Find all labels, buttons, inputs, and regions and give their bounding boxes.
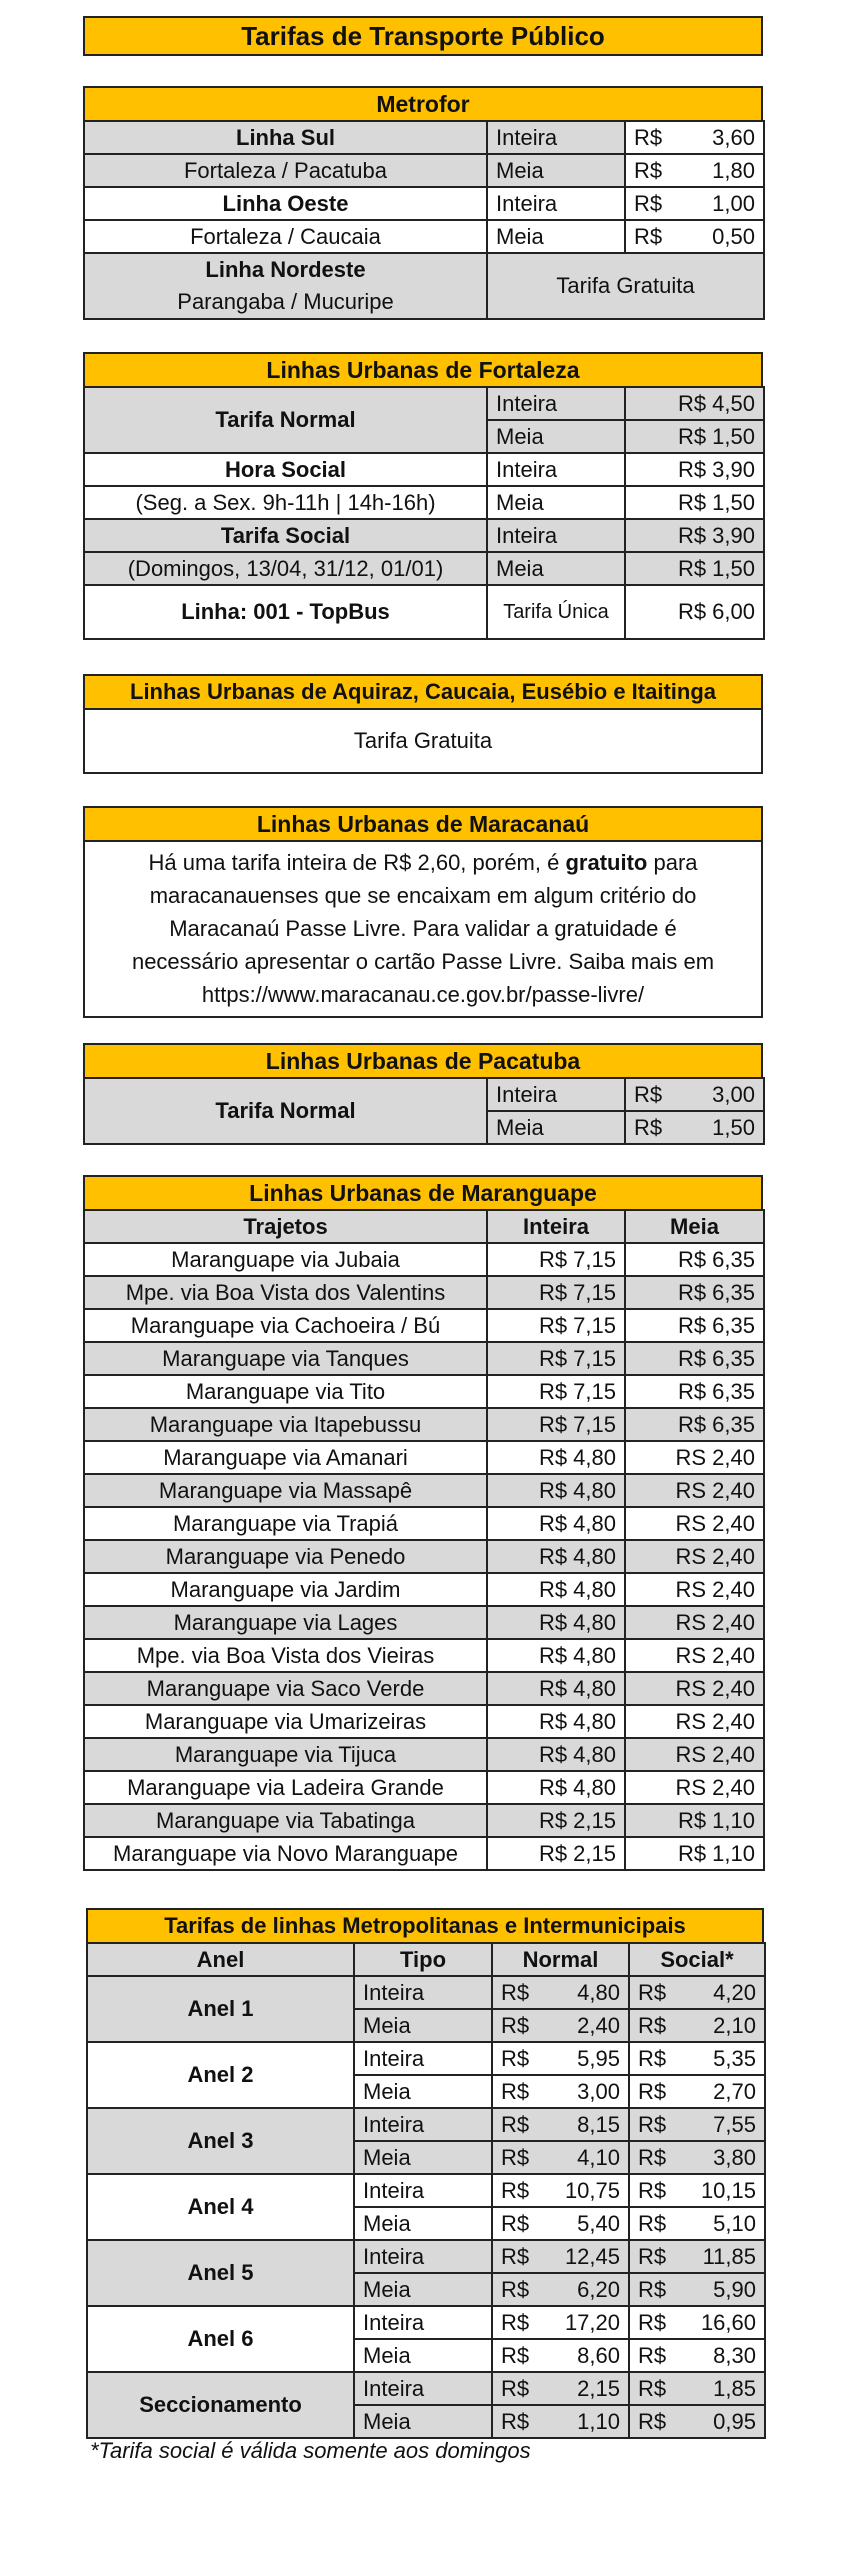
- fare-meia: RS 2,40: [625, 1771, 764, 1804]
- table-row: [87, 1976, 765, 2009]
- fare-type: Tarifa Única: [487, 585, 625, 639]
- topbus-line: Linha: 001 - TopBus: [84, 585, 487, 639]
- currency: R$: [634, 124, 663, 150]
- currency: R$: [501, 2111, 530, 2137]
- metropolitanas-table: [86, 1942, 766, 2439]
- fare-normal: [492, 2372, 629, 2405]
- route-name: Maranguape via Penedo: [84, 1540, 487, 1573]
- fare-value: R$ 1,50: [625, 486, 764, 519]
- currency: R$: [634, 223, 663, 249]
- table-row: [84, 1837, 764, 1870]
- fare-value: 2,40: [577, 2012, 620, 2038]
- fare-social: [629, 2042, 765, 2075]
- fare-value: 16,60: [700, 2309, 756, 2335]
- ring-name: Anel 4: [87, 2174, 354, 2240]
- fare-meia: RS 2,40: [625, 1540, 764, 1573]
- table-row: [87, 2240, 765, 2273]
- route-name: Maranguape via Jardim: [84, 1573, 487, 1606]
- currency: R$: [638, 2375, 667, 2401]
- fare-value: 3,60: [712, 124, 755, 150]
- fare-type: Meia: [487, 1111, 625, 1144]
- fare-normal: [492, 2240, 629, 2273]
- fare-type: Inteira: [354, 2042, 492, 2075]
- fare-social: [629, 2306, 765, 2339]
- route-name: Maranguape via Novo Maranguape: [84, 1837, 487, 1870]
- route-name: Maranguape via Tito: [84, 1375, 487, 1408]
- table-row: [84, 1243, 764, 1276]
- free-fare: Tarifa Gratuita: [487, 253, 764, 319]
- fare-value: 10,75: [564, 2177, 620, 2203]
- footnote: *Tarifa social é válida somente aos domingos: [90, 2438, 531, 2463]
- table-row: [84, 1738, 764, 1771]
- table-row: [87, 2372, 765, 2405]
- fare-value: 12,45: [564, 2243, 620, 2269]
- fare-type: Inteira: [487, 519, 625, 552]
- route-name: Maranguape via Saco Verde: [84, 1672, 487, 1705]
- column-header: Tipo: [354, 1943, 492, 1976]
- fare-value: 17,20: [564, 2309, 620, 2335]
- fortaleza-section: [83, 352, 763, 640]
- table-row: [87, 2042, 765, 2075]
- fortaleza-table: [83, 386, 765, 640]
- currency: R$: [501, 2045, 530, 2071]
- currency: R$: [501, 2012, 530, 2038]
- fare-meia: R$ 6,35: [625, 1375, 764, 1408]
- route-name: Maranguape via Itapebussu: [84, 1408, 487, 1441]
- maracanau-text-bold: gratuito: [565, 850, 648, 875]
- route-name: Maranguape via Tijuca: [84, 1738, 487, 1771]
- metrofor-table: [83, 120, 765, 320]
- fare-social: [629, 2405, 765, 2438]
- table-row: [84, 1573, 764, 1606]
- table-row: [84, 1342, 764, 1375]
- currency: R$: [501, 2210, 530, 2236]
- currency: R$: [638, 2342, 667, 2368]
- fare-value: 0,50: [712, 223, 755, 249]
- fare-schedule: (Seg. a Sex. 9h-11h | 14h-16h): [84, 486, 487, 519]
- table-row: [84, 1540, 764, 1573]
- currency: R$: [638, 2408, 667, 2434]
- ring-name: Anel 6: [87, 2306, 354, 2372]
- currency: R$: [634, 1081, 663, 1107]
- fare-value: R$ 4,50: [625, 387, 764, 420]
- route-name: Maranguape via Lages: [84, 1606, 487, 1639]
- currency: R$: [638, 1979, 667, 2005]
- fare-inteira: R$ 7,15: [487, 1408, 625, 1441]
- fare-inteira: R$ 4,80: [487, 1639, 625, 1672]
- currency: R$: [638, 2177, 667, 2203]
- route-name: Maranguape via Tabatinga: [84, 1804, 487, 1837]
- fare-social: [629, 2174, 765, 2207]
- fare-social: [629, 1976, 765, 2009]
- fare-type: Meia: [354, 2075, 492, 2108]
- fare-inteira: R$ 4,80: [487, 1540, 625, 1573]
- table-row: [84, 1672, 764, 1705]
- fare-type: Meia: [354, 2339, 492, 2372]
- fare-value: 3,00: [712, 1081, 755, 1107]
- fare-meia: RS 2,40: [625, 1573, 764, 1606]
- fare-meia: R$ 1,10: [625, 1837, 764, 1870]
- pacatuba-section: [83, 1043, 763, 1145]
- line-route: Fortaleza / Caucaia: [84, 220, 487, 253]
- route-name: Mpe. via Boa Vista dos Vieiras: [84, 1639, 487, 1672]
- fare-social: [629, 2141, 765, 2174]
- maracanau-text: [83, 842, 763, 1018]
- fare-value: 4,20: [713, 1979, 756, 2005]
- line-name: Linha Nordeste: [205, 257, 366, 282]
- fare-meia: R$ 6,35: [625, 1342, 764, 1375]
- fare-value: 2,15: [577, 2375, 620, 2401]
- route-name: Maranguape via Trapiá: [84, 1507, 487, 1540]
- fare-category: Tarifa Social: [84, 519, 487, 552]
- route-name: Maranguape via Cachoeira / Bú: [84, 1309, 487, 1342]
- currency: R$: [501, 2144, 530, 2170]
- fare-meia: RS 2,40: [625, 1672, 764, 1705]
- page-title: Tarifas de Transporte Público: [83, 16, 763, 56]
- fare-schedule: (Domingos, 13/04, 31/12, 01/01): [84, 552, 487, 585]
- fare-value: 1,80: [712, 157, 755, 183]
- fare-inteira: R$ 4,80: [487, 1606, 625, 1639]
- metrofor-title: Metrofor: [83, 86, 763, 122]
- fare-category: Tarifa Normal: [84, 387, 487, 453]
- fare-value: 8,30: [713, 2342, 756, 2368]
- fare-value: 2,10: [713, 2012, 756, 2038]
- fare-value: 4,80: [577, 1979, 620, 2005]
- table-row: [84, 1276, 764, 1309]
- fare-value: 8,15: [577, 2111, 620, 2137]
- currency: R$: [501, 2408, 530, 2434]
- currency: R$: [638, 2276, 667, 2302]
- fare-value: 1,50: [712, 1114, 755, 1140]
- fare-inteira: R$ 4,80: [487, 1474, 625, 1507]
- currency: R$: [638, 2144, 667, 2170]
- column-header: Trajetos: [84, 1210, 487, 1243]
- fare-value: 5,90: [713, 2276, 756, 2302]
- fare-inteira: R$ 4,80: [487, 1507, 625, 1540]
- maracanau-section: [83, 806, 763, 1018]
- currency: R$: [638, 2210, 667, 2236]
- fare-meia: RS 2,40: [625, 1441, 764, 1474]
- fare-meia: RS 2,40: [625, 1507, 764, 1540]
- fare-inteira: R$ 4,80: [487, 1705, 625, 1738]
- currency: R$: [501, 2309, 530, 2335]
- metrofor-section: [83, 86, 763, 320]
- fare-type: Meia: [354, 2405, 492, 2438]
- ring-name: Seccionamento: [87, 2372, 354, 2438]
- fare-value: 3,80: [713, 2144, 756, 2170]
- fare-value: R$ 3,90: [625, 519, 764, 552]
- currency: R$: [638, 2078, 667, 2104]
- fare-social: [629, 2372, 765, 2405]
- fare-type: Meia: [487, 552, 625, 585]
- fare-inteira: R$ 4,80: [487, 1672, 625, 1705]
- currency: R$: [501, 1979, 530, 2005]
- route-name: Maranguape via Amanari: [84, 1441, 487, 1474]
- fare-value: 11,85: [702, 2243, 756, 2269]
- fare-meia: RS 2,40: [625, 1639, 764, 1672]
- currency: R$: [634, 190, 663, 216]
- fare-meia: R$ 1,10: [625, 1804, 764, 1837]
- line-name: Linha Sul: [84, 121, 487, 154]
- table-row: [84, 1507, 764, 1540]
- maracanau-text-part: Há uma tarifa inteira de R$ 2,60, porém, é: [148, 850, 566, 875]
- ring-name: Anel 5: [87, 2240, 354, 2306]
- maranguape-title: Linhas Urbanas de Maranguape: [83, 1175, 763, 1211]
- currency: R$: [638, 2243, 667, 2269]
- route-name: Maranguape via Jubaia: [84, 1243, 487, 1276]
- fare-inteira: R$ 4,80: [487, 1573, 625, 1606]
- fare-value: 1,85: [713, 2375, 756, 2401]
- fare-value: 3,00: [577, 2078, 620, 2104]
- line-name: Linha Oeste: [84, 187, 487, 220]
- aquiraz-title: Linhas Urbanas de Aquiraz, Caucaia, Eusébio e Itaitinga: [83, 674, 763, 710]
- route-name: Maranguape via Tanques: [84, 1342, 487, 1375]
- fare-value: 5,10: [713, 2210, 756, 2236]
- fare-inteira: R$ 7,15: [487, 1243, 625, 1276]
- metropolitanas-section: [86, 1908, 764, 2439]
- table-row: [84, 1408, 764, 1441]
- route-name: Maranguape via Ladeira Grande: [84, 1771, 487, 1804]
- fare-type: Inteira: [354, 1976, 492, 2009]
- currency: R$: [501, 2342, 530, 2368]
- column-header: Inteira: [487, 1210, 625, 1243]
- pacatuba-title: Linhas Urbanas de Pacatuba: [83, 1043, 763, 1079]
- fare-normal: [492, 2339, 629, 2372]
- fare-normal: [492, 2306, 629, 2339]
- fare-type: Meia: [487, 154, 625, 187]
- line-route: Fortaleza / Pacatuba: [84, 154, 487, 187]
- fare-inteira: R$ 7,15: [487, 1276, 625, 1309]
- table-row: [84, 1474, 764, 1507]
- fare-social: [629, 2273, 765, 2306]
- fare-social: [629, 2240, 765, 2273]
- fare-inteira: R$ 7,15: [487, 1375, 625, 1408]
- fare-normal: [492, 2009, 629, 2042]
- fare-meia: RS 2,40: [625, 1705, 764, 1738]
- table-row: [84, 1705, 764, 1738]
- fare-meia: R$ 6,35: [625, 1243, 764, 1276]
- currency: R$: [638, 2045, 667, 2071]
- fare-category: Tarifa Normal: [84, 1078, 487, 1144]
- currency: R$: [501, 2177, 530, 2203]
- fare-meia: RS 2,40: [625, 1738, 764, 1771]
- aquiraz-section: [83, 674, 763, 774]
- fare-type: Meia: [354, 2141, 492, 2174]
- fare-meia: RS 2,40: [625, 1474, 764, 1507]
- fare-social: [629, 2108, 765, 2141]
- currency: R$: [501, 2243, 530, 2269]
- currency: R$: [638, 2309, 667, 2335]
- ring-name: Anel 1: [87, 1976, 354, 2042]
- table-row: [87, 2174, 765, 2207]
- page-title-box: [83, 16, 763, 56]
- fare-meia: RS 2,40: [625, 1606, 764, 1639]
- fare-type: Inteira: [354, 2174, 492, 2207]
- maranguape-table: [83, 1209, 765, 1871]
- currency: R$: [634, 1114, 663, 1140]
- fare-value: 2,70: [713, 2078, 756, 2104]
- fare-normal: [492, 2207, 629, 2240]
- currency: R$: [634, 157, 663, 183]
- aquiraz-text: Tarifa Gratuita: [83, 710, 763, 774]
- fortaleza-title: Linhas Urbanas de Fortaleza: [83, 352, 763, 388]
- fare-inteira: R$ 7,15: [487, 1309, 625, 1342]
- fare-value: 5,35: [713, 2045, 756, 2071]
- fare-meia: R$ 6,35: [625, 1408, 764, 1441]
- fare-type: Inteira: [487, 121, 625, 154]
- fare-value: 10,15: [700, 2177, 756, 2203]
- fare-inteira: R$ 2,15: [487, 1837, 625, 1870]
- fare-normal: [492, 2108, 629, 2141]
- table-row: [84, 1639, 764, 1672]
- fare-normal: [492, 2141, 629, 2174]
- fare-inteira: R$ 4,80: [487, 1441, 625, 1474]
- fare-type: Inteira: [487, 187, 625, 220]
- currency: R$: [501, 2375, 530, 2401]
- fare-type: Inteira: [354, 2108, 492, 2141]
- table-row: [84, 1771, 764, 1804]
- currency: R$: [501, 2078, 530, 2104]
- fare-type: Inteira: [487, 387, 625, 420]
- maracanau-text-part: para maracanauenses que se encaixam em algum critério do Maracanaú Passe Livre. Para validar a gratuidade é necessário apresentar o cartão Passe Livre. Saiba mais em https://www.maracanau.ce.gov.br/passe-livre/: [131, 850, 715, 1007]
- metropolitanas-title: Tarifas de linhas Metropolitanas e Intermunicipais: [86, 1908, 764, 1944]
- table-row: [87, 2306, 765, 2339]
- table-row: [84, 1375, 764, 1408]
- fare-value: R$ 6,00: [625, 585, 764, 639]
- table-row: [87, 2108, 765, 2141]
- fare-value: R$ 1,50: [625, 552, 764, 585]
- fare-category: Hora Social: [84, 453, 487, 486]
- fare-normal: [492, 2405, 629, 2438]
- maranguape-section: [83, 1175, 763, 1871]
- column-header: Meia: [625, 1210, 764, 1243]
- fare-type: Inteira: [487, 453, 625, 486]
- currency: R$: [501, 2276, 530, 2302]
- fare-value: 4,10: [577, 2144, 620, 2170]
- fare-normal: [492, 2273, 629, 2306]
- fare-value: 5,40: [577, 2210, 620, 2236]
- fare-normal: [492, 1976, 629, 2009]
- route-name: Mpe. via Boa Vista dos Valentins: [84, 1276, 487, 1309]
- fare-value: 0,95: [713, 2408, 756, 2434]
- fare-type: Meia: [354, 2273, 492, 2306]
- fare-inteira: R$ 4,80: [487, 1738, 625, 1771]
- fare-value: R$ 1,50: [625, 420, 764, 453]
- fare-value: 1,10: [577, 2408, 620, 2434]
- fare-type: Meia: [354, 2207, 492, 2240]
- ring-name: Anel 3: [87, 2108, 354, 2174]
- maracanau-title: Linhas Urbanas de Maracanaú: [83, 806, 763, 842]
- fare-type: Inteira: [354, 2240, 492, 2273]
- fare-social: [629, 2009, 765, 2042]
- fare-value: 7,55: [713, 2111, 756, 2137]
- route-name: Maranguape via Umarizeiras: [84, 1705, 487, 1738]
- fare-type: Meia: [487, 220, 625, 253]
- fare-social: [629, 2207, 765, 2240]
- fare-type: Meia: [354, 2009, 492, 2042]
- fare-value: R$ 3,90: [625, 453, 764, 486]
- fare-meia: R$ 6,35: [625, 1309, 764, 1342]
- table-row: [84, 1309, 764, 1342]
- currency: R$: [638, 2111, 667, 2137]
- fare-normal: [492, 2042, 629, 2075]
- fare-type: Inteira: [354, 2372, 492, 2405]
- fare-social: [629, 2339, 765, 2372]
- pacatuba-table: [83, 1077, 765, 1145]
- route-name: Maranguape via Massapê: [84, 1474, 487, 1507]
- fare-normal: [492, 2174, 629, 2207]
- column-header: Social*: [629, 1943, 765, 1976]
- fare-meia: R$ 6,35: [625, 1276, 764, 1309]
- fare-type: Inteira: [487, 1078, 625, 1111]
- fare-value: 1,00: [712, 190, 755, 216]
- ring-name: Anel 2: [87, 2042, 354, 2108]
- line-route: Parangaba / Mucuripe: [177, 289, 394, 314]
- table-row: [84, 1441, 764, 1474]
- table-row: [84, 1804, 764, 1837]
- column-header: Normal: [492, 1943, 629, 1976]
- currency: R$: [638, 2012, 667, 2038]
- fare-type: Inteira: [354, 2306, 492, 2339]
- fare-value: 6,20: [577, 2276, 620, 2302]
- column-header: Anel: [87, 1943, 354, 1976]
- fare-type: Meia: [487, 420, 625, 453]
- fare-type: Meia: [487, 486, 625, 519]
- fare-inteira: R$ 2,15: [487, 1804, 625, 1837]
- fare-inteira: R$ 7,15: [487, 1342, 625, 1375]
- fare-value: 5,95: [577, 2045, 620, 2071]
- table-row: [84, 1606, 764, 1639]
- fare-value: 8,60: [577, 2342, 620, 2368]
- fare-normal: [492, 2075, 629, 2108]
- fare-social: [629, 2075, 765, 2108]
- fare-inteira: R$ 4,80: [487, 1771, 625, 1804]
